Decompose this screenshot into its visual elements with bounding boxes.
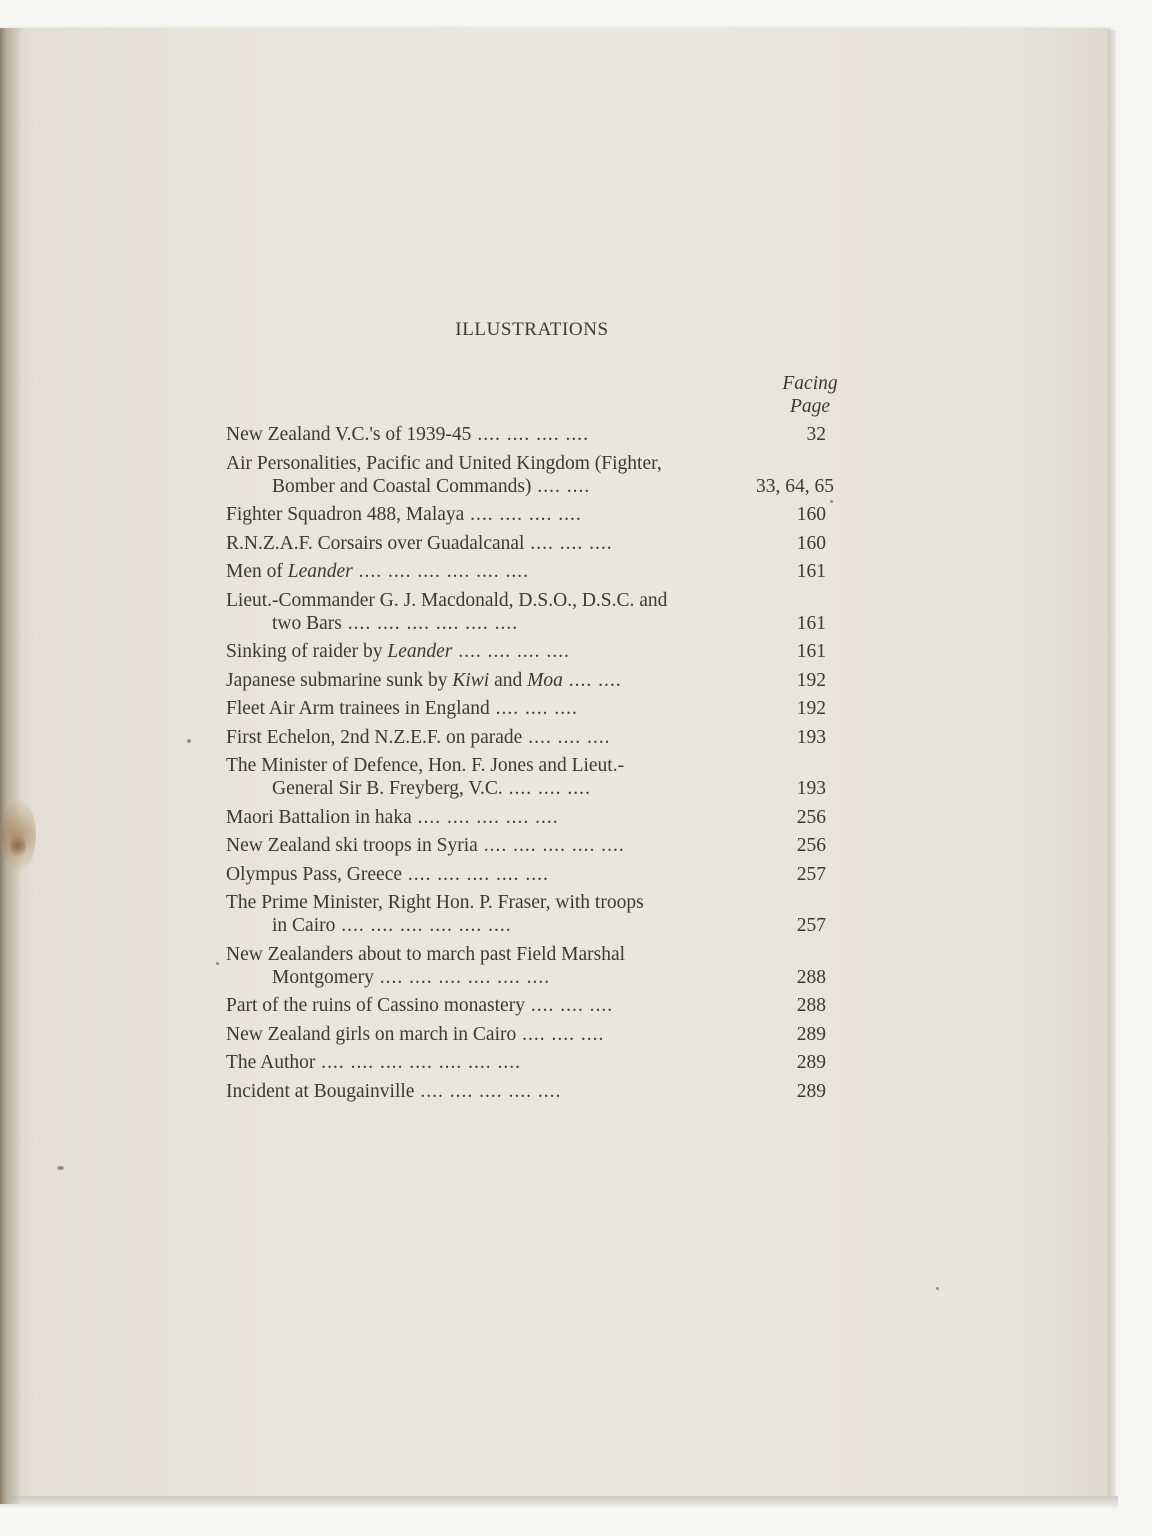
- illustration-entry: [226, 943, 826, 989]
- entry-title: [226, 943, 756, 966]
- facing-page-number: 160: [796, 504, 826, 525]
- illustration-entry: [226, 834, 826, 857]
- entry-title-text: The Minister of Defence, Hon. F. Jones and Lieut.-: [226, 755, 625, 776]
- entry-title: [226, 532, 756, 555]
- dot-leaders: .... .... .... .... ....: [477, 835, 625, 856]
- dot-leaders: .... .... ....: [489, 698, 578, 719]
- entry-title-italic: Moa: [527, 669, 563, 691]
- dot-leaders: .... ....: [531, 475, 591, 497]
- entry-title: [226, 834, 756, 857]
- paper-speck: [830, 500, 833, 503]
- entry-title-text: Lieut.-Commander G. J. Macdonald, D.S.O., D.S.C. and: [226, 589, 668, 611]
- dot-leaders: .... .... .... .... ....: [402, 863, 549, 885]
- illustration-entry: [226, 1080, 826, 1103]
- facing-page-number: 256: [796, 835, 826, 856]
- paper-speck: [187, 739, 191, 743]
- entry-title-continuation: [226, 966, 756, 989]
- dot-leaders: .... .... .... ....: [464, 504, 582, 525]
- dot-leaders: .... .... .... .... .... ....: [352, 561, 529, 582]
- illustration-entry: [226, 1051, 826, 1074]
- facing-page-number: 289: [796, 1080, 826, 1102]
- facing-page-number: 257: [796, 915, 826, 936]
- dot-leaders: .... .... .... .... ....: [414, 1080, 562, 1102]
- entry-title: [226, 994, 756, 1017]
- facing-page-number: 257: [796, 863, 826, 885]
- entry-title-text: Air Personalities, Pacific and United Kingdom (Fighter,: [226, 452, 662, 474]
- entry-title-italic: Leander: [387, 641, 453, 662]
- illustration-entry: [226, 754, 826, 800]
- entry-title-text: R.N.Z.A.F. Corsairs over Guadalcanal: [226, 532, 525, 554]
- entry-title-continuation: [226, 777, 756, 800]
- entry-title: [226, 589, 756, 612]
- facing-page-number: 161: [796, 641, 826, 662]
- entry-title: [226, 726, 756, 749]
- entry-title: [226, 754, 756, 777]
- entry-title-italic: Kiwi: [452, 669, 490, 691]
- dot-leaders: .... .... ....: [502, 778, 591, 799]
- facing-page-number: 289: [796, 1052, 826, 1073]
- entry-title-text: and: [489, 669, 528, 691]
- entry-title: [226, 640, 756, 663]
- entry-title-text: Part of the ruins of Cassino monastery: [226, 995, 525, 1016]
- entry-title-continuation: [226, 475, 756, 498]
- illustrations-list: [226, 423, 834, 1108]
- entry-title: [226, 1080, 756, 1103]
- facing-page-number: 193: [796, 778, 826, 799]
- entry-title-text: New Zealanders about to march past Field Marshal: [226, 943, 626, 965]
- facing-page-number: 289: [796, 1023, 826, 1045]
- entry-title-text: New Zealand V.C.'s of 1939-45: [226, 424, 472, 445]
- column-header-line-1: Facing: [782, 373, 838, 394]
- entry-title-text: Maori Battalion in haka: [226, 806, 412, 828]
- entry-title: [226, 423, 756, 446]
- entry-title-continuation: [226, 612, 756, 635]
- entry-title-italic: Leander: [287, 561, 353, 582]
- entry-title: [226, 560, 756, 583]
- page-edge-bottom: [0, 1496, 1118, 1508]
- entry-title: [226, 1023, 756, 1046]
- illustration-entry: [226, 863, 826, 886]
- entry-title: [226, 1051, 756, 1074]
- dot-leaders: .... .... .... .... ....: [411, 806, 559, 828]
- illustration-entry: [226, 560, 826, 583]
- entry-title: [226, 452, 756, 475]
- entry-title-text: New Zealand ski troops in Syria: [226, 835, 478, 856]
- dot-leaders: .... .... .... .... .... ....: [373, 966, 551, 988]
- dot-leaders: .... .... .... ....: [471, 424, 589, 445]
- page-edge-right: [1108, 30, 1116, 1500]
- paper-speck: [936, 1287, 939, 1290]
- facing-page-number: 192: [796, 669, 826, 691]
- entry-title-continuation: [226, 914, 756, 937]
- entry-continuation-text: Bomber and Coastal Commands): [272, 475, 532, 497]
- facing-page-number: 192: [796, 698, 826, 719]
- illustration-entry: [226, 452, 834, 498]
- entry-title-text: Fleet Air Arm trainees in England: [226, 698, 490, 719]
- dot-leaders: .... .... ....: [524, 995, 614, 1016]
- dot-leaders: .... ....: [562, 669, 622, 691]
- facing-page-number: 33, 64, 65: [756, 475, 834, 497]
- entry-title-text: Fighter Squadron 488, Malaya: [226, 504, 465, 525]
- illustration-entry: [226, 532, 826, 555]
- entry-title-text: First Echelon, 2nd N.Z.E.F. on parade: [226, 726, 523, 748]
- entry-continuation-text: General Sir B. Freyberg, V.C.: [272, 778, 503, 799]
- entry-continuation-text: two Bars: [272, 612, 342, 634]
- illustration-entry: [226, 806, 826, 829]
- paper-speck: [57, 1166, 64, 1170]
- illustration-entry: [226, 726, 826, 749]
- facing-page-number: 256: [796, 806, 826, 828]
- entry-continuation-text: Montgomery: [272, 966, 374, 988]
- illustration-entry: [226, 994, 826, 1017]
- facing-page-number: 288: [796, 995, 826, 1016]
- column-header-line-2: Page: [789, 396, 831, 417]
- entry-title: [226, 891, 756, 914]
- facing-page-number: 288: [796, 966, 826, 988]
- entry-title: [226, 806, 756, 829]
- entry-title: [226, 863, 756, 886]
- dot-leaders: .... .... ....: [516, 1023, 605, 1045]
- illustration-entry: [226, 697, 826, 720]
- illustration-entry: [226, 669, 826, 692]
- illustrations-list-page: [226, 318, 838, 1102]
- entry-title-text: The Author: [226, 1052, 316, 1073]
- dot-leaders: .... .... .... .... .... .... ....: [315, 1052, 521, 1073]
- facing-page-number: 161: [796, 612, 826, 634]
- binding-shadow: [0, 28, 22, 1504]
- dot-leaders: .... .... ....: [524, 532, 613, 554]
- entry-title-text: Incident at Bougainville: [226, 1080, 415, 1102]
- entry-title-text: Sinking of raider by: [226, 641, 388, 662]
- entry-title-text: New Zealand girls on march in Cairo: [226, 1023, 517, 1045]
- entry-title-text: The Prime Minister, Right Hon. P. Fraser, with troops: [226, 892, 644, 913]
- entry-title-text: Japanese submarine sunk by: [226, 669, 453, 691]
- facing-page-number: 160: [796, 532, 826, 554]
- illustration-entry: [226, 589, 826, 635]
- dot-leaders: .... .... .... .... .... ....: [341, 612, 519, 634]
- dot-leaders: .... .... .... .... .... ....: [335, 915, 512, 936]
- illustration-entry: [226, 640, 826, 663]
- facing-page-number: 32: [806, 424, 826, 445]
- entry-title-text: Olympus Pass, Greece: [226, 863, 403, 885]
- entry-title-text: Men of: [226, 561, 288, 582]
- foxing-stain: [10, 835, 26, 857]
- illustration-entry: [226, 423, 826, 446]
- entry-title: [226, 697, 756, 720]
- facing-page-number: 161: [796, 561, 826, 582]
- dot-leaders: .... .... ....: [522, 726, 611, 748]
- illustration-entry: [226, 1023, 826, 1046]
- illustration-entry: [226, 503, 826, 526]
- dot-leaders: .... .... .... ....: [452, 641, 570, 662]
- illustration-entry: [226, 891, 826, 937]
- entry-continuation-text: in Cairo: [272, 915, 336, 936]
- paper-speck: [216, 962, 219, 965]
- page-title: ILLUSTRATIONS: [455, 319, 609, 340]
- entry-title: [226, 669, 756, 692]
- facing-page-number: 193: [796, 726, 826, 748]
- facing-page-column-header: [774, 372, 846, 418]
- entry-title: [226, 503, 756, 526]
